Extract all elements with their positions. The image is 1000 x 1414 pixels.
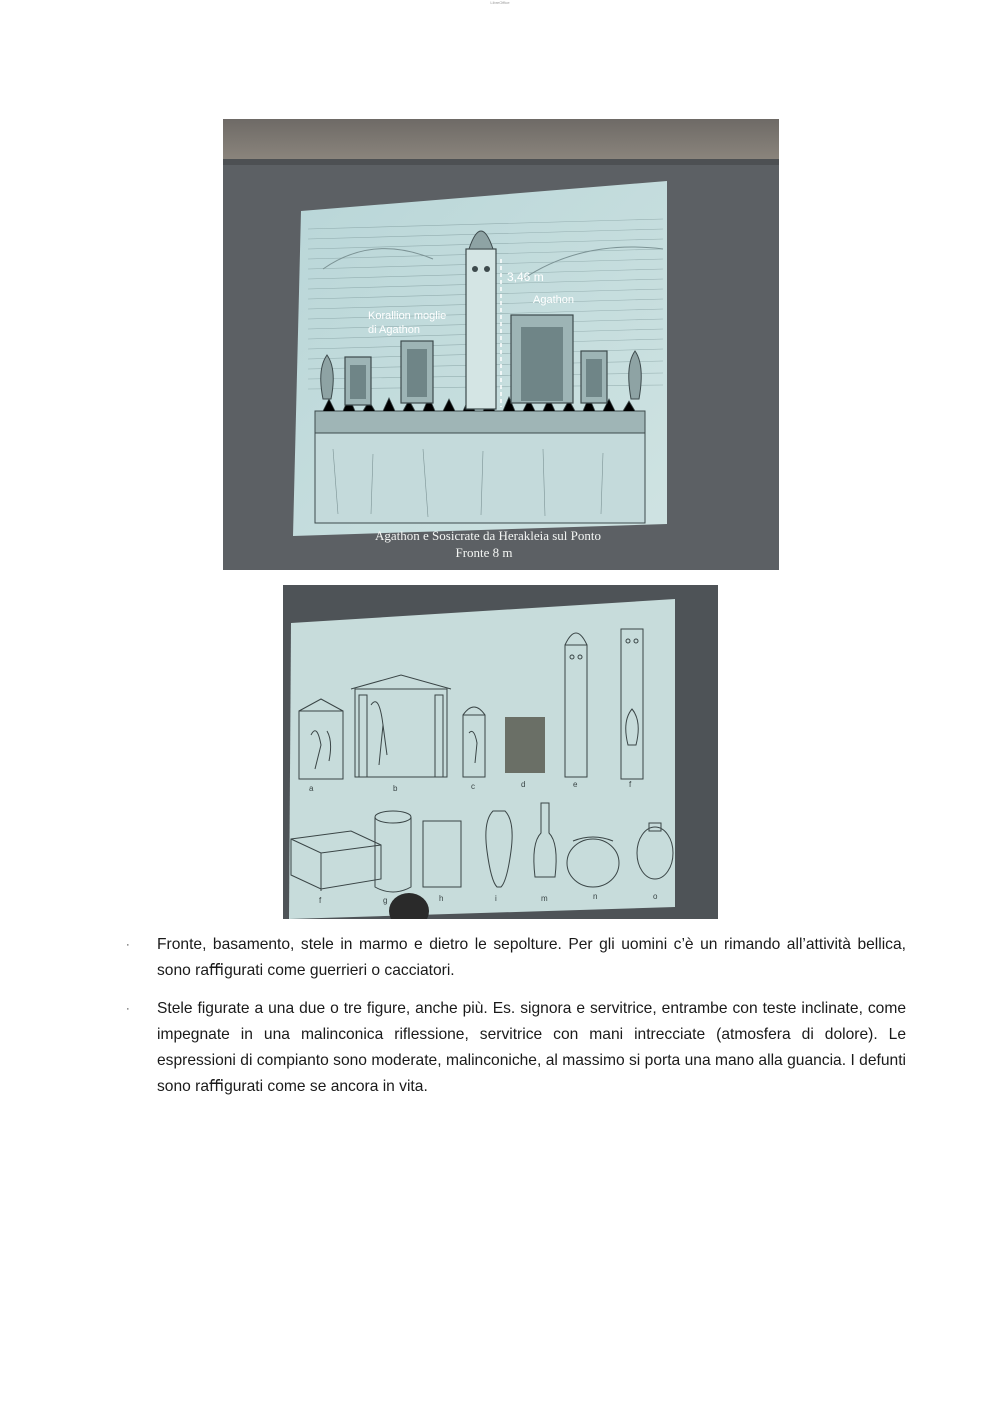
bullet-marker: · [126,939,130,951]
slide-caption-line2: Fronte 8 m [455,545,513,560]
letter-c: c [471,782,475,791]
letter-n: n [593,892,598,901]
letter-b: b [393,784,398,793]
letter-g: g [383,896,388,905]
slide-photo-1 [223,119,779,570]
letter-o: o [653,892,658,901]
letter-f: f [319,896,322,905]
agathon-label: Agathon [533,294,574,306]
bullet-marker: · [126,1003,130,1015]
letter-m: m [541,894,548,903]
bullet-text: Stele ﬁgurate a una due o tre ﬁgure, anche più. Es. signora e servitrice, entrambe con teste inclinate, come impegnate in una malinconica riﬂessione, servitrice con mani intrecciate (atmosfera di dolore). Le espressioni di compianto sono moderate, malinconiche, al massimo si porta una mano alla guancia. I defunti sono raﬃgurati come se ancora in vita. [157,1000,906,1095]
korallion-label: Korallion moglie [368,310,447,322]
photo-inset [505,717,545,773]
bullet-item-2 [120,996,906,1100]
height-label: 3,46 m [507,270,544,284]
header-mark: LibreOffice [490,0,510,5]
bullet-list [120,932,906,1112]
letter-a: a [309,784,314,793]
letter-f-top: f [629,780,632,789]
letter-h: h [439,894,444,903]
letter-i: i [495,894,497,903]
korallion-label-line2: di Agathon [368,324,420,336]
slide-caption-line1: Agathon e Sosicrate da Herakleia sul Ponto [375,528,601,543]
slide-photo-2 [283,585,718,919]
letter-e: e [573,780,578,789]
bullet-item-1 [120,932,906,984]
bullet-text: Fronte, basamento, stele in marmo e dietro le sepolture. Per gli uomini c’è un rimando all’attività bellica, sono raﬃgurati come guerrieri o cacciatori. [157,936,906,979]
letter-d: d [521,780,526,789]
